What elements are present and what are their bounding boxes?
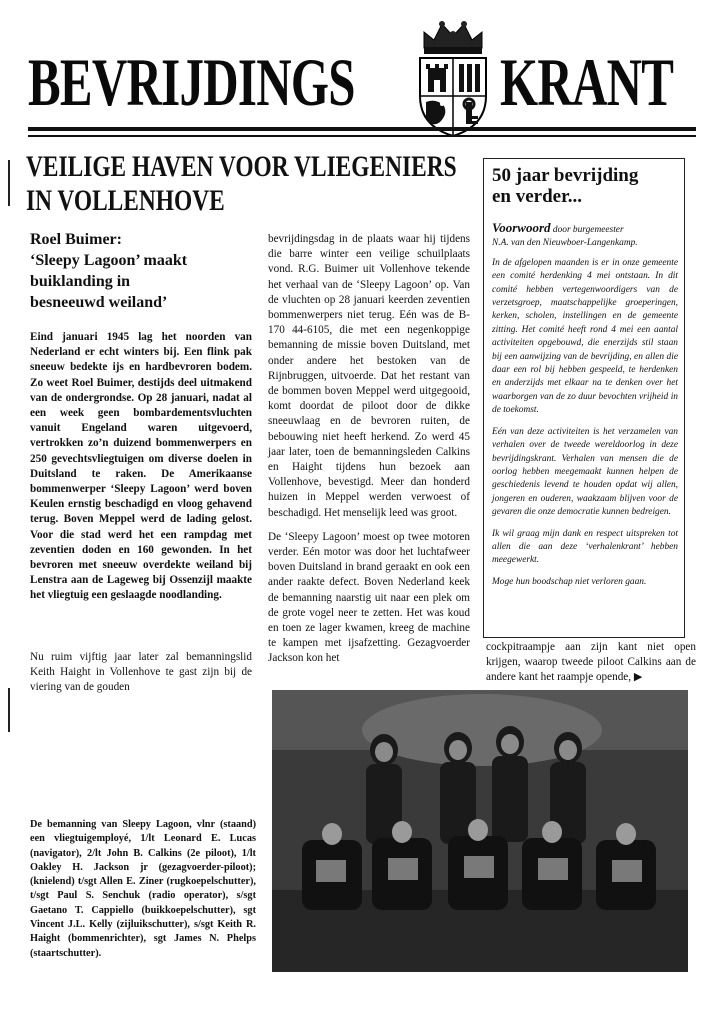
page-edge-mark-top [8,160,10,206]
article-intro: Eind januari 1945 lag het noorden van Nederland er echt winters bij. Een flink pak sneeuw bedekte ijs en hardbevroren bodem. Zo weet Roel Buimer, destijds deel uitmakend van de ondergrondse. Op 28 januari, nadat al een week geen bombardementsvluchten vanuit Engeland waren uitgevoerd, vertrokken zo’n duizend bommenwerpers en 250 gevechtsvliegtuigen om diverse doelen in Duitsland te raken. De Amerikaanse bommenwerper ‘Sleepy Lagoon’ werd boven Keulen ernstig beschadigd en vloog gehavend terug. Boven Meppel werd de lading gelost. Voor die stad werd het een rampdag met zeventien doden en 160 gewonden. In het bevroren met sneeuw overdekte weiland bij Lenstra aan de Lageweg bij Ossenzijl maakte het vliegtuig een geslaagde noodlanding. [30,331,252,602]
continue-arrow-icon: ▶ [633,671,643,684]
coat-of-arms-crest [414,18,492,140]
foreword-box [483,158,685,638]
masthead-rule-thick [28,127,696,131]
masthead-right: KRANT [500,44,674,120]
box-title-line-2: en verder... [492,186,583,207]
voorwoord-name: N.A. van den Nieuwboer-Langenkamp. [492,238,638,249]
crew-photo [272,690,688,972]
subhead-author: Roel Buimer: [30,231,122,248]
subhead-line-2: ‘Sleepy Lagoon’ maakt [30,252,188,269]
foreword-paragraph-4: Moge hun boodschap niet verloren gaan. [492,576,647,587]
foreword-box-title [492,165,638,207]
crew-photo-image [272,690,688,972]
article-column-2 [268,232,470,676]
box-title-line-1: 50 jaar bevrijding [492,165,639,186]
foreword-paragraph-3: Ik wil graag mijn dank en respect uitspreken tot allen die aan deze ‘verhalenkrant’ hebben meegewerkt. [492,528,678,566]
foreword-paragraph-1: In de afgelopen maanden is er in onze gemeente een comité herdenking 4 mei ontstaan. In dit comité hebben vertegenwoordigers van de verzetsgroep, maatschappelijke groeperingen, kerken, scholen, instellingen en de gemeente zitting. Het comité heeft rond 4 mei een aantal activiteiten opgebouwd, die enerzijds stil staan bij een aanwijzing van de bevrijding, en allen die daar een rol bij hebben gespeeld, te herdenken en anderzijds met elkaar na te denken over het waarborgen van de zo duur bevochten vrijheid in de toekomst. [492,257,678,416]
article-col3-continuation [486,640,696,686]
voorwoord-label: Voorwoord [492,220,551,235]
subhead-line-3: buiklanding in [30,273,131,290]
article-subhead [30,229,260,313]
headline-line-2: IN VOLLENHOVE [26,184,225,217]
photo-caption: De bemanning van Sleepy Lagoon, vlnr (staand) een vliegtuigemployé, 1/lt Leonard E. Lucas (navigator), 2/lt John B. Calkins (2e piloot), 1/lt Oakley H. Jackson jr (gezagvoerder-piloot); (knielend) t/sgt Allen E. Ziner (rugkoepelschutter), t/sgt Paul S. Senchuk (radio operator), s/sgt Gaetano T. Cappiello (buikkoepelschutter), sgt Vincent J.L. Kelly (zijluikschutter), s/sgt Keith R. Haight (bommenrichter), sgt James N. Phelps (staartschutter). [30,819,256,959]
col2-paragraph-2: De ‘Sleepy Lagoon’ moest op twee motoren verder. Eén motor was door het luchtafweer boven Duitsland in brand geraakt en ook een ander raakte defect. Boven Nederland keek de bemanning naarstig uit naar een plek om de grote vogel neer te zetten. Het was koud en toen ze lager kwamen, kreeg de machine te kampen met ijsafzetting. Gezagvoerder Jackson kon het [268,530,470,665]
foreword-paragraph-2: Eén van deze activiteiten is het verzamelen van verhalen over de tweede wereldoorlog in deze bevrijdingskrant. Verhalen van mensen die de oorlog hebben meegemaakt kunnen helpen de geschiedenis levend te houden opdat wij allen, jongeren en ouderen, waakzaam blijven voor de gevaren die onze democratie kunnen bedreigen. [492,426,678,518]
foreword-body [492,221,678,597]
col3-text: cockpitraampje aan zijn kant niet open krijgen, waarop tweede piloot Calkins aan de andere kant het raampje opende, [486,641,696,684]
article-headline [26,150,494,218]
page-edge-mark-bottom [8,688,10,732]
masthead-rule-thin [28,135,696,137]
article-col1-continuation: Nu ruim vijftig jaar later zal bemanningslid Keith Haight in Vollenhove te gast zijn bij de viering van de gouden [30,651,252,694]
col2-paragraph-1: bevrijdingsdag in de plaats waar hij tijdens die barre winter een veilige schuilplaats vond. R.G. Buimer uit Vollenhove tekende het verhaal van de ‘Sleepy Lagoon’ op. Van de vluchten op 28 januari keerden zeventien bommenwerpers niet terug. Eén was de B-170 44-6105, die met een negenkoppige bemanning de missie boven Duitsland, met onder andere het bestoken van de Rijnbruggen, uitvoerde. Dat het restant van de bommen boven Meppel werd uitgegooid, komt doordat de piloot door de dikke sneeuwlaag en de bevroren ruiten, de bebouwing niet heeft herkend. Zo werd 45 jaar later, toen de bemanningsleden Calkins en Haight tijdens hun bezoek aan Vollenhove, bevestigd. Meer dan honderd huizen in Meppel werden verwoest of beschadigd. Het menselijk leed was groot. [268,233,470,519]
voorwoord-by: door burgemeester [552,225,624,235]
subhead-line-4: besneeuwd weiland’ [30,294,168,311]
masthead-left: BEVRIJDINGS [28,44,355,120]
crest-icon [414,18,492,140]
headline-line-1: VEILIGE HAVEN VOOR VLIEGENIERS [26,150,457,183]
